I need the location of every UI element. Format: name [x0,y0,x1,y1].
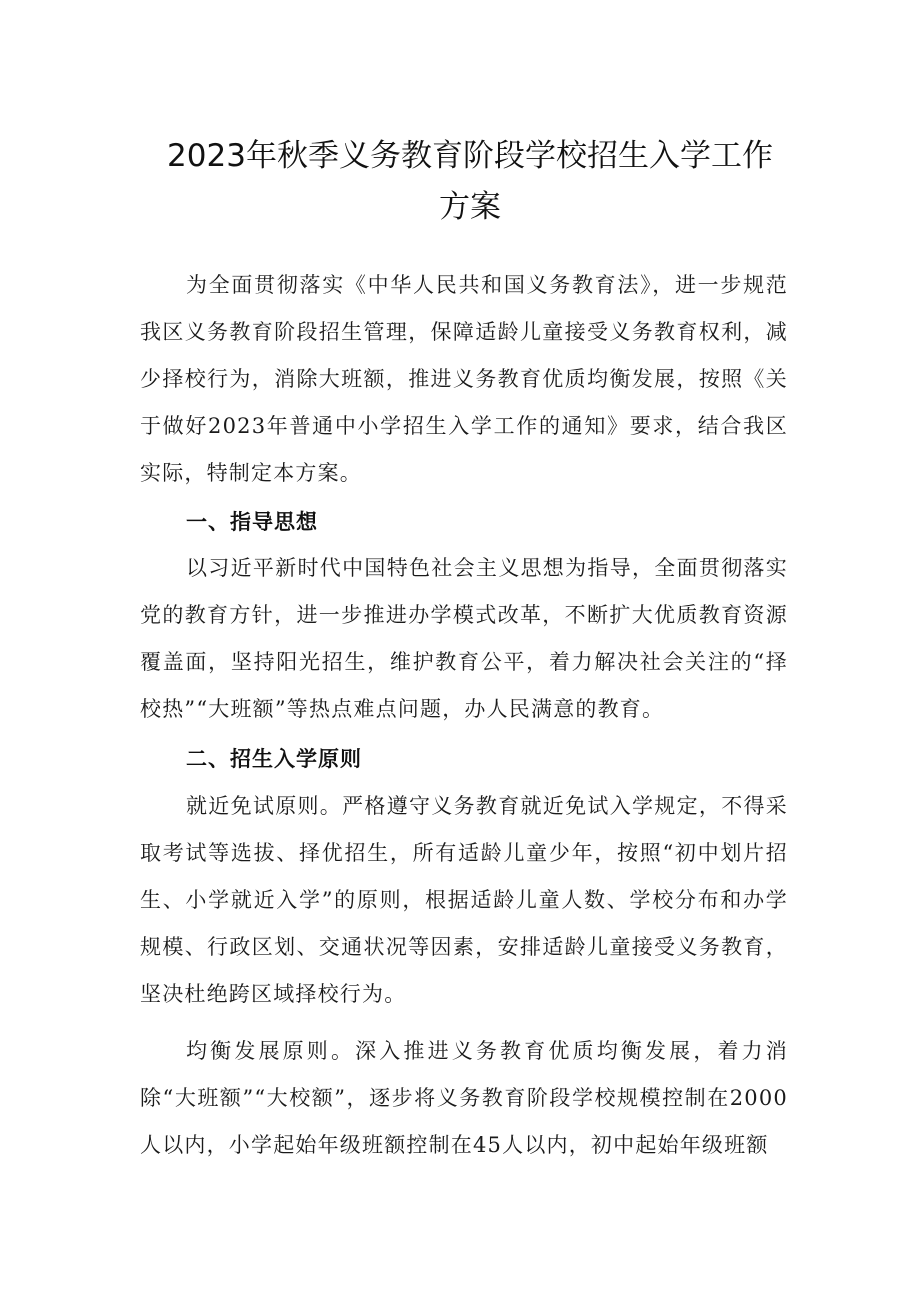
paragraph-intro: 为全面贯彻落实《中华人民共和国义务教育法》，进一步规范我区义务教育阶段招生管理，保障适龄儿童接受义务教育权利，减少择校行为，消除大班额，推进义务教育优质均衡发展，按照《关于做好2023年普通中小学招生入学工作的通知》要求，结合我区实际，特制定本方案。 [140,273,788,485]
paragraph-guiding-ideology: 以习近平新时代中国特色社会主义思想为指导，全面贯彻落实党的教育方针，进一步推进办学模式改革，不断扩大优质教育资源覆盖面，坚持阳光招生，维护教育公平，着力解决社会关注的“择校热”“大班额”等热点难点问题，办人民满意的教育。 [140,556,788,721]
paragraph-principle-balanced: 均衡发展原则。深入推进义务教育优质均衡发展，着力消除“大班额”“大校额”，逐步将义务教育阶段学校规模控制在2000人以内，小学起始年级班额控制在45人以内，初中起始年级班额 [140,1039,788,1157]
section-heading-guiding-ideology: 一、指导思想 [186,510,318,534]
paragraph-principle-nearby: 就近免试原则。严格遵守义务教育就近免试入学规定，不得采取考试等选拔、择优招生，所有适龄儿童少年，按照“初中划片招生、小学就近入学”的原则，根据适龄儿童人数、学校分布和办学规模、行政区划、交通状况等因素，安排适龄儿童接受义务教育，坚决杜绝跨区域择校行为。 [140,794,788,1006]
section-heading-enrollment-principles: 二、招生入学原则 [186,747,362,771]
document-title-line-2: 方案 [439,189,501,225]
document-title-line-1: 2023年秋季义务教育阶段学校招生入学工作 [167,138,773,174]
